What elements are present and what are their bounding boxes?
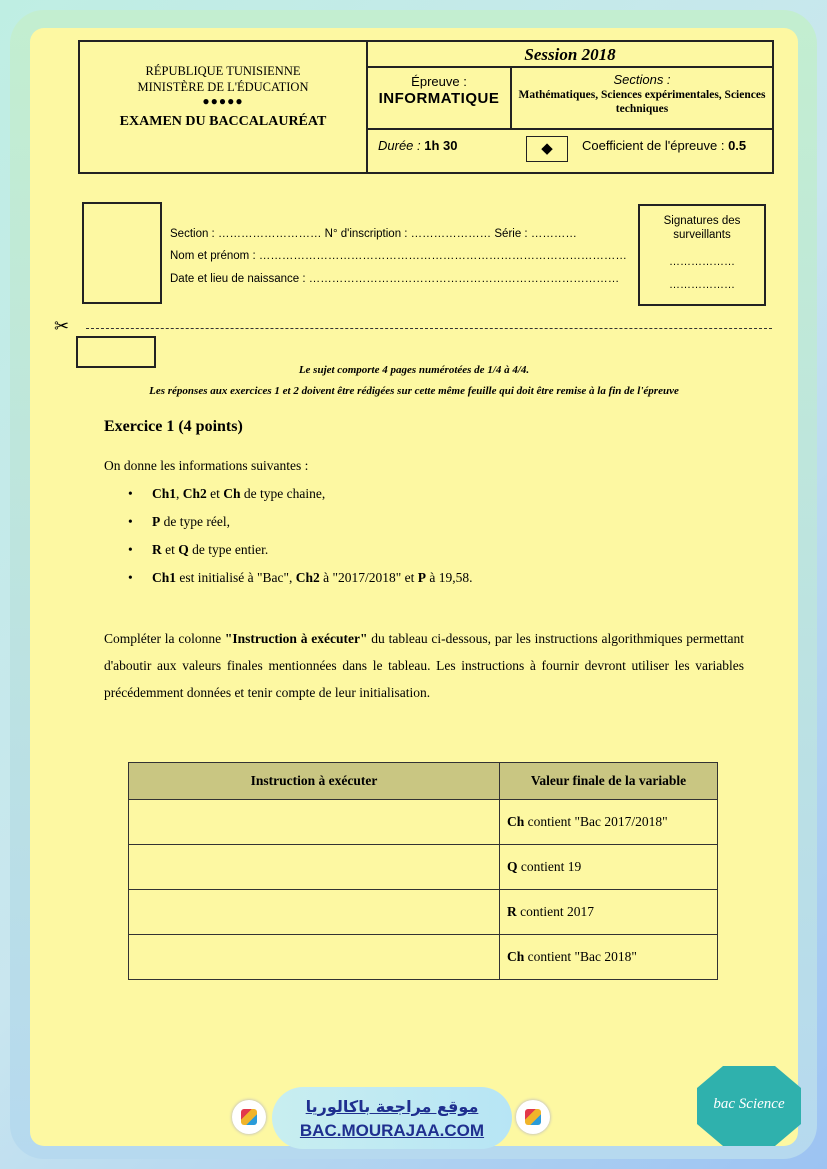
dots-ornament: ●●●●● <box>202 94 244 108</box>
signatures-box <box>638 204 766 306</box>
subject-name: INFORMATIQUE <box>378 90 500 107</box>
list-item-text: R et Q de type entier. <box>152 542 269 557</box>
sections-block <box>512 68 772 130</box>
table-row <box>129 800 718 845</box>
republic-label: RÉPUBLIQUE TUNISIENNE <box>145 64 301 78</box>
site-banner[interactable] <box>272 1087 512 1149</box>
bullet-icon: • <box>128 570 133 585</box>
diamond-icon: ◆ <box>526 136 568 162</box>
duration-value: 1h 30 <box>424 138 458 153</box>
photo-box <box>82 202 162 304</box>
exam-label: EXAMEN DU BACCALAURÉAT <box>119 114 327 129</box>
cut-line <box>86 328 772 329</box>
value-cell: Ch contient "Bac 2017/2018" <box>500 800 718 845</box>
table-row <box>129 890 718 935</box>
ministry-label: MINISTÈRE DE L'ÉDUCATION <box>137 80 309 94</box>
exam-header <box>78 40 774 174</box>
duration-label: Durée : <box>378 138 421 153</box>
duration <box>378 138 458 153</box>
site-logo-icon <box>232 1100 266 1134</box>
site-url-link[interactable]: BAC.MOURAJAA.COM <box>299 1121 485 1140</box>
answer-cell[interactable] <box>129 845 500 890</box>
epreuve-block <box>368 68 512 130</box>
ministry-block <box>80 42 368 172</box>
scissors-icon: ✂ <box>54 316 70 336</box>
answer-cell[interactable] <box>129 935 500 980</box>
bullet-icon: • <box>128 486 133 501</box>
sections-label: Sections : <box>613 72 671 87</box>
answers-note: Les réponses aux exercices 1 et 2 doivent être rédigées sur cette même feuille qui doit être remise à la fin de l'épreuve <box>149 385 679 397</box>
value-cell: R contient 2017 <box>500 890 718 935</box>
site-arabic-link[interactable]: موقع مراجعة باكالوريا <box>305 1097 479 1116</box>
site-logo-icon <box>516 1100 550 1134</box>
answer-table <box>128 762 718 980</box>
epreuve-label: Épreuve : <box>411 74 467 89</box>
sections-list: Mathématiques, Sciences expérimentales, Sciences techniques <box>518 89 766 115</box>
list-item-text: Ch1 est initialisé à "Bac", Ch2 à "2017/2018" et P à 19,58. <box>152 570 473 585</box>
badge-label: bac Science <box>713 1096 785 1112</box>
list-item-text: Ch1, Ch2 et Ch de type chaine, <box>152 486 326 501</box>
signatures-label: Signatures des surveillants <box>663 215 741 241</box>
value-cell: Q contient 19 <box>500 845 718 890</box>
name-line: Nom et prénom : …………………………………………………………………………………… <box>170 250 627 262</box>
section-line: Section : ……………………… N° d'inscription : ………………… Série : ………… <box>170 228 577 240</box>
coefficient-label: Coefficient de l'épreuve : <box>582 138 725 153</box>
session-label: Session 2018 <box>368 42 772 68</box>
pages-note: Le sujet comporte 4 pages numérotées de 1/4 à 4/4. <box>298 364 530 376</box>
column-header-instruction: Instruction à exécuter <box>129 763 500 800</box>
table-row <box>129 935 718 980</box>
answer-cell[interactable] <box>129 890 500 935</box>
bullet-icon: • <box>128 514 133 529</box>
exercise-title: Exercice 1 (4 points) <box>104 418 243 435</box>
coefficient <box>582 138 746 153</box>
signature-line: ……………… <box>669 279 735 291</box>
exercise-intro: On donne les informations suivantes : <box>104 458 309 473</box>
answer-cell[interactable] <box>129 800 500 845</box>
signature-line: ……………… <box>669 256 735 268</box>
birth-line: Date et lieu de naissance : ……………………………………………………………………… <box>170 273 620 285</box>
coefficient-value: 0.5 <box>728 138 747 153</box>
list-item-text: P de type réel, <box>152 514 230 529</box>
table-row <box>129 845 718 890</box>
exam-sheet <box>30 28 798 1146</box>
instructions-paragraph: Compléter la colonne "Instruction à exécuter" du tableau ci-dessous, par les instructions algorithmiques permettant d'aboutir aux valeurs finales mentionnées dans le tableau. Les instructions à fournir devront utiliser les variables précédemment données et tenir compte de leur initialisation. <box>104 631 744 700</box>
table-header-row <box>129 763 718 800</box>
column-header-value: Valeur finale de la variable <box>500 763 718 800</box>
bullet-icon: • <box>128 542 133 557</box>
bac-science-badge <box>697 1066 801 1146</box>
value-cell: Ch contient "Bac 2018" <box>500 935 718 980</box>
